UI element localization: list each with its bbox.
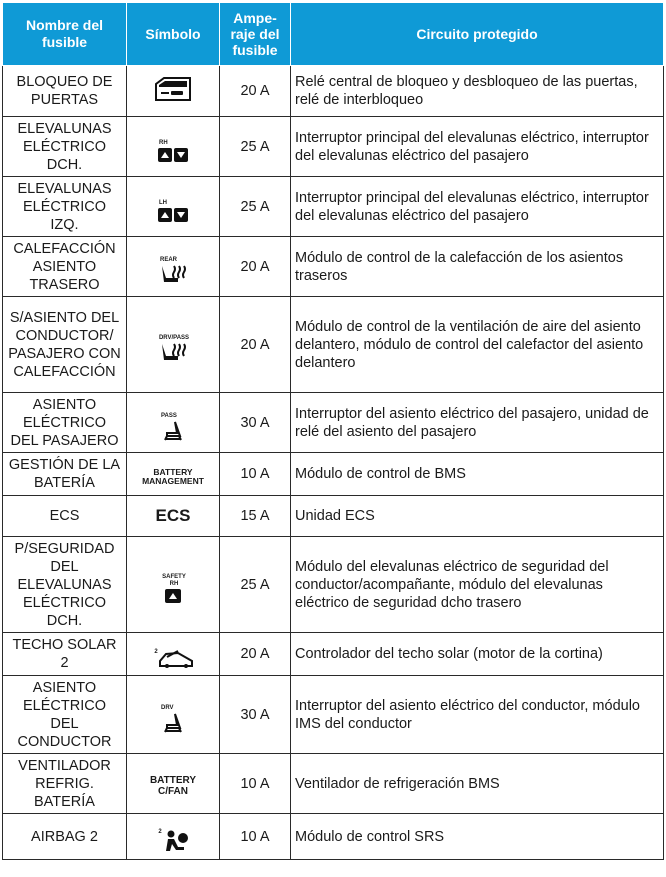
fuse-circuit: Módulo de control SRS <box>291 814 664 860</box>
header-row <box>3 3 664 66</box>
battery-management-text: BATTERY MANAGEMENT <box>142 467 204 486</box>
fuse-circuit: Módulo de control de la ventilación de aire del asiento delantero, módulo de control del calefactor del asiento delantero <box>291 297 664 393</box>
table-row <box>3 496 664 537</box>
fuse-circuit: Unidad ECS <box>291 496 664 537</box>
fuse-circuit: Ventilador de refrigeración BMS <box>291 754 664 814</box>
fuse-amperage: 15 A <box>220 496 291 537</box>
fuse-name: S/ASIENTO DEL CONDUCTOR/ PASAJERO CON CALEFACCIÓN <box>3 297 127 393</box>
table-row <box>3 393 664 453</box>
fuse-symbol <box>127 393 220 453</box>
table-row <box>3 237 664 297</box>
fuse-name: GESTIÓN DE LA BATERÍA <box>3 453 127 496</box>
fuse-symbol <box>127 754 220 814</box>
table-row <box>3 633 664 676</box>
passenger-power-seat-icon: PASS <box>159 413 187 442</box>
fuse-symbol <box>127 297 220 393</box>
safety-window-rh-icon: SAFETY RH <box>156 574 190 604</box>
fuse-name: VENTILADOR REFRIG. BATERÍA <box>3 754 127 814</box>
fuse-circuit: Módulo del elevalunas eléctrico de seguridad del conductor/acompañante, módulo del elevalunas eléctrico de seguridad dcho trasero <box>291 537 664 633</box>
header-symbol: Símbolo <box>127 3 220 66</box>
fuse-amperage: 20 A <box>220 66 291 117</box>
table-row <box>3 66 664 117</box>
fuse-amperage: 25 A <box>220 117 291 177</box>
fuse-name: ELEVALUNAS ELÉCTRICO DCH. <box>3 117 127 177</box>
table-row <box>3 676 664 754</box>
power-window-lh-icon: LH <box>157 200 189 223</box>
header-circuit: Circuito protegido <box>291 3 664 66</box>
fuse-symbol <box>127 676 220 754</box>
fuse-amperage: 20 A <box>220 237 291 297</box>
fuse-circuit: Interruptor del asiento eléctrico del pasajero, unidad de relé del asiento del pasajero <box>291 393 664 453</box>
fuse-name: BLOQUEO DE PUERTAS <box>3 66 127 117</box>
fuse-symbol <box>127 814 220 860</box>
fuse-symbol <box>127 496 220 537</box>
fuse-amperage: 20 A <box>220 297 291 393</box>
airbag-icon: 2 <box>156 829 189 853</box>
door-lock-icon <box>153 76 193 102</box>
sunroof-icon: 2 <box>152 649 193 669</box>
fuse-name: ASIENTO ELÉCTRICO DEL PASAJERO <box>3 393 127 453</box>
fuse-symbol <box>127 633 220 676</box>
fuse-symbol <box>127 537 220 633</box>
fuse-circuit: Interruptor principal del elevalunas eléctrico, interruptor del elevalunas eléctrico del pasajero <box>291 177 664 237</box>
fuse-name: ECS <box>3 496 127 537</box>
fuse-name: CALEFACCIÓN ASIENTO TRASERO <box>3 237 127 297</box>
fuse-amperage: 30 A <box>220 676 291 754</box>
fuse-symbol <box>127 453 220 496</box>
table-row <box>3 117 664 177</box>
fuse-symbol <box>127 237 220 297</box>
fuse-symbol <box>127 177 220 237</box>
fuse-table <box>2 2 664 860</box>
table-row <box>3 453 664 496</box>
fuse-amperage: 30 A <box>220 393 291 453</box>
fuse-amperage: 25 A <box>220 537 291 633</box>
table-row <box>3 537 664 633</box>
fuse-amperage: 10 A <box>220 453 291 496</box>
ecs-text: ECS <box>155 505 191 525</box>
fuse-circuit: Relé central de bloqueo y desbloqueo de las puertas, relé de interbloqueo <box>291 66 664 117</box>
table-row <box>3 814 664 860</box>
rear-seat-heater-icon: REAR <box>158 257 188 286</box>
table-row <box>3 177 664 237</box>
fuse-name: P/SEGURIDAD DEL ELEVALUNAS ELÉCTRICO DCH. <box>3 537 127 633</box>
header-amperage: Ampe- raje del fusible <box>220 3 291 66</box>
driver-power-seat-icon: DRV <box>159 705 187 734</box>
fuse-symbol <box>127 66 220 117</box>
fuse-name: ELEVALUNAS ELÉCTRICO IZQ. <box>3 177 127 237</box>
fuse-amperage: 10 A <box>220 754 291 814</box>
fuse-circuit: Interruptor del asiento eléctrico del conductor, módulo IMS del conductor <box>291 676 664 754</box>
fuse-amperage: 25 A <box>220 177 291 237</box>
fuse-name: TECHO SOLAR 2 <box>3 633 127 676</box>
header-name: Nombre del fusible <box>3 3 127 66</box>
power-window-rh-icon: RH <box>157 140 189 163</box>
fuse-amperage: 20 A <box>220 633 291 676</box>
fuse-amperage: 10 A <box>220 814 291 860</box>
fuse-circuit: Módulo de control de BMS <box>291 453 664 496</box>
fuse-circuit: Interruptor principal del elevalunas eléctrico, interruptor del elevalunas eléctrico del pasajero <box>291 117 664 177</box>
fuse-symbol <box>127 117 220 177</box>
fuse-name: ASIENTO ELÉCTRICO DEL CONDUCTOR <box>3 676 127 754</box>
table-row <box>3 297 664 393</box>
battery-cfan-text: BATTERY C/FAN <box>149 775 197 797</box>
table-row <box>3 754 664 814</box>
fuse-circuit: Controlador del techo solar (motor de la cortina) <box>291 633 664 676</box>
front-seat-heater-icon: DRV/PASS <box>157 335 189 364</box>
fuse-circuit: Módulo de control de la calefacción de los asientos traseros <box>291 237 664 297</box>
fuse-name: AIRBAG 2 <box>3 814 127 860</box>
